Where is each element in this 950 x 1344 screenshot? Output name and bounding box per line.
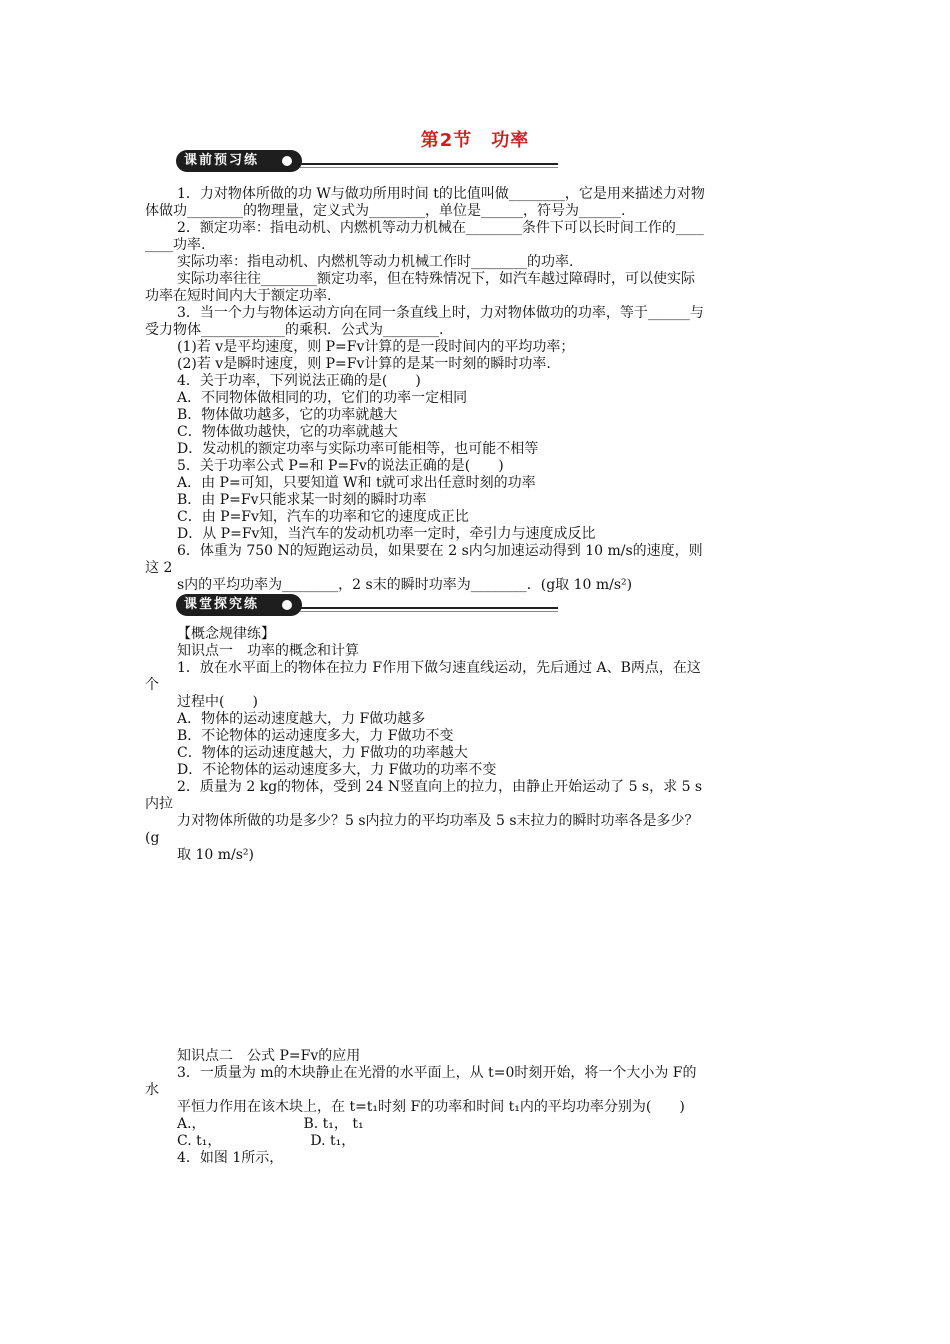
text-line: 水 [145, 1082, 159, 1098]
band-rule [300, 607, 558, 609]
text-line: 3．当一个力与物体运动方向在同一条直线上时，力对物体做功的功率，等于______与 [177, 305, 704, 321]
text-line: C. t₁， D. t₁， [177, 1133, 356, 1149]
page-title: 第2节 功率 [420, 130, 530, 151]
text-line: s内的平均功率为________，2 s末的瞬时功率为________．(g取 10 m/s²) [177, 577, 633, 593]
text-line: B．由 P=Fv只能求某一时刻的瞬时功率 [177, 492, 427, 508]
section-label: 课前预习练 [176, 150, 302, 172]
text-line: 这 2 [145, 560, 173, 576]
text-line: 1．放在水平面上的物体在拉力 F作用下做匀速直线运动，先后通过 A、B两点，在这 [177, 660, 701, 676]
text-line: B．物体做功越多，它的功率就越大 [177, 407, 398, 423]
text-line: 3．一质量为 m的木块静止在光滑的水平面上，从 t=0时刻开始，将一个大小为 F的 [177, 1065, 697, 1081]
text-line: D．不论物体的运动速度多大，力 F做功的功率不变 [177, 762, 497, 778]
text-line: 实际功率往往________额定功率，但在特殊情况下，如汽车越过障碍时，可以使实际 [177, 271, 695, 287]
text-line: 4．如图 1所示， [177, 1150, 284, 1166]
text-line: B．不论物体的运动速度多大，力 F做功不变 [177, 728, 454, 744]
text-line: 平恒力作用在该木块上，在 t=t₁时刻 F的功率和时间 t₁内的平均功率分别为( ) [177, 1099, 685, 1115]
text-line: A．物体的运动速度越大，力 F做功越多 [177, 711, 426, 727]
section-band-preview [176, 150, 558, 174]
text-line: ____功率. [145, 237, 206, 253]
text-line: 实际功率：指电动机、内燃机等动力机械工作时________的功率. [177, 254, 574, 270]
text-line: A．不同物体做相同的功，它们的功率一定相同 [177, 390, 468, 406]
text-line: C．物体的运动速度越大，力 F做功的功率越大 [177, 745, 468, 761]
text-line: A.， B. t₁， t₁ [177, 1116, 364, 1132]
text-line: 知识点二 公式 P=Fv的应用 [177, 1048, 361, 1064]
text-line: D．发动机的额定功率与实际功率可能相等，也可能不相等 [177, 441, 539, 457]
text-line: 4．关于功率，下列说法正确的是( ) [177, 373, 421, 389]
text-line: 个 [145, 677, 159, 693]
text-line: 受力物体____________的乘积．公式为________. [145, 322, 444, 338]
text-line: 功率在短时间内大于额定功率. [145, 288, 332, 304]
preview-exercises [145, 186, 810, 594]
text-line: 内拉 [145, 796, 173, 812]
band-rule-thin [300, 611, 558, 612]
text-line: 知识点一 功率的概念和计算 [177, 643, 359, 659]
text-line: D．从 P=Fv知，当汽车的发动机功率一定时，牵引力与速度成反比 [177, 526, 596, 542]
class-exercises [145, 626, 810, 864]
text-line: 过程中( ) [177, 694, 258, 710]
band-rule-thin [300, 167, 558, 168]
text-line: 【概念规律练】 [177, 626, 275, 642]
text-line: (1)若 v是平均速度，则 P=Fv计算的是一段时间内的平均功率； [177, 339, 575, 355]
band-dot-icon [282, 156, 292, 166]
text-line: 6．体重为 750 N的短跑运动员，如果要在 2 s内匀加速运动得到 10 m/s的速度，则 [177, 543, 703, 559]
text-line: 体做功________的物理量，定义式为________，单位是______，符号为______. [145, 203, 626, 219]
text-line: 取 10 m/s²) [177, 847, 254, 863]
section-band-class [176, 594, 558, 618]
text-line: 1．力对物体所做的功 W与做功所用时间 t的比值叫做________，它是用来描述力对物 [177, 186, 705, 202]
class-exercises-part2 [145, 1048, 810, 1167]
text-line: C．由 P=Fv知，汽车的功率和它的速度成正比 [177, 509, 469, 525]
text-line: 5．关于功率公式 P=和 P=Fv的说法正确的是( ) [177, 458, 504, 474]
text-line: 2．额定功率：指电动机、内燃机等动力机械在________条件下可以长时间工作的____ [177, 220, 704, 236]
text-line: (g [145, 830, 160, 846]
text-line: C．物体做功越快，它的功率就越大 [177, 424, 398, 440]
text-line: A．由 P=可知，只要知道 W和 t就可求出任意时刻的功率 [177, 475, 536, 491]
band-rule [300, 163, 558, 165]
text-line: (2)若 v是瞬时速度，则 P=Fv计算的是某一时刻的瞬时功率. [177, 356, 551, 372]
band-dot-icon [282, 600, 292, 610]
text-line: 力对物体所做的功是多少？5 s内拉力的平均功率及 5 s末拉力的瞬时功率各是多少？ [177, 813, 699, 829]
section-label: 课堂探究练 [176, 594, 302, 616]
text-line: 2．质量为 2 kg的物体，受到 24 N竖直向上的拉力，由静止开始运动了 5 s，求 5 s [177, 779, 703, 795]
